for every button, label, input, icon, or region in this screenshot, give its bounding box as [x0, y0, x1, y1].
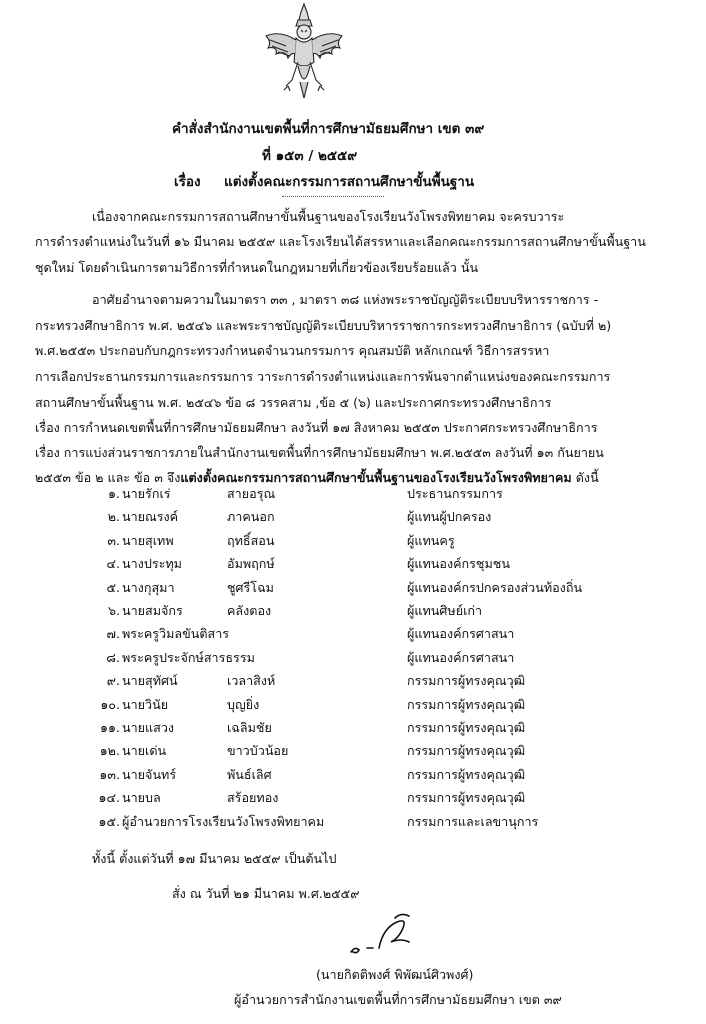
member-role: กรรมการผู้ทรงคุณวุฒิ	[407, 790, 526, 806]
para2-line-6: เรื่อง การกำหนดเขตพื้นที่การศึกษามัธยมศึกษา ลงวันที่ ๑๗ สิงหาคม ๒๕๕๓ ประกาศกระทรวงศึกษาธิการ	[35, 420, 598, 435]
member-last-name: คลังตอง	[227, 603, 272, 618]
member-number: ๓.	[107, 532, 120, 548]
member-role: ผู้แทนองค์กรชุมชน	[407, 556, 510, 572]
member-row	[0, 507, 706, 529]
member-row	[0, 765, 706, 787]
member-first-name: นายวินัย	[122, 696, 169, 712]
member-row	[0, 812, 706, 834]
member-number: ๙.	[106, 673, 120, 689]
member-first-name: นายสุเทพ	[122, 532, 174, 548]
member-role: ผู้แทนองค์กรศาสนา	[407, 649, 515, 665]
member-number: ๑๑.	[100, 720, 120, 735]
para2-last-post: ดังนี้	[571, 470, 599, 485]
para2-line-2: กระทรวงศึกษาธิการ พ.ศ. ๒๕๔๖ และพระราชบัญญัติระเบียบบริหารราชการกระทรวงศึกษาธิการ (ฉบับที่ ๒)	[35, 318, 612, 333]
member-row	[0, 484, 706, 506]
subject-text: แต่งตั้งคณะกรรมการสถานศึกษาขั้นพื้นฐาน	[224, 174, 475, 190]
member-number: ๑๕.	[98, 813, 120, 829]
member-first-name: นายแสวง	[122, 720, 175, 735]
member-role: กรรมการผู้ทรงคุณวุฒิ	[407, 743, 526, 759]
garuda-emblem-icon	[258, 2, 350, 102]
member-role: ผู้แทนองค์กรปกครองส่วนท้องถิ่น	[407, 579, 583, 595]
member-last-name: ฤทธิ์สอน	[227, 532, 275, 548]
member-first-name: นางประทุม	[122, 556, 182, 572]
member-last-name: สายอรุณ	[227, 486, 276, 501]
member-last-name: พันธ์เลิศ	[227, 766, 272, 782]
member-role: กรรมการผู้ทรงคุณวุฒิ	[407, 696, 526, 712]
order-date: สั่ง ณ วันที่ ๒๑ มีนาคม พ.ศ.๒๕๕๙	[172, 886, 360, 901]
member-role: ผู้แทนองค์กรศาสนา	[407, 626, 515, 642]
member-last-name: สร้อยทอง	[227, 790, 279, 806]
para2-line-3: พ.ศ.๒๕๕๓ ประกอบกับกฎกระทรวงกำหนดจำนวนกรรมการ คุณสมบัติ หลักเกณฑ์ วิธีการสรรหา	[35, 343, 550, 358]
member-first-name: นางกุสุมา	[122, 579, 175, 595]
member-role: กรรมการและเลขานุการ	[407, 813, 539, 829]
member-last-name: บุญยิ่ง	[227, 696, 260, 712]
member-number: ๑.	[108, 486, 120, 501]
member-first-name: ผู้อำนวยการโรงเรียนวังโพรงพิทยาคม	[122, 813, 325, 829]
header-divider	[282, 196, 384, 197]
para1-line-2: การดำรงตำแหน่งในวันที่ ๑๖ มีนาคม ๒๕๕๙ และโรงเรียนได้สรรหาและเลือกคณะกรรมการสถานศึกษาขั้นพื้นฐาน	[35, 234, 646, 249]
member-row	[0, 601, 706, 623]
member-first-name: พระครูวิมลขันติสาร	[122, 626, 230, 642]
appointment-statement: แต่งตั้งคณะกรรมการสถานศึกษาขั้นพื้นฐานของโรงเรียนวังโพรงพิทยาคม	[180, 470, 572, 485]
para2-line-8	[35, 472, 599, 485]
member-row	[0, 648, 706, 670]
para2-line-5: สถานศึกษาขั้นพื้นฐาน พ.ศ. ๒๕๔๖ ข้อ ๘ วรรคสาม ,ข้อ ๕ (๖) และประกาศกระทรวงศึกษาธิการ	[35, 395, 552, 410]
order-title: คำสั่งสำนักงานเขตพื้นที่การศึกษามัธยมศึกษา เขต ๓๙	[172, 121, 485, 137]
para2-line-7: เรื่อง การแบ่งส่วนราชการภายในสำนักงานเขตพื้นที่การศึกษามัธยมศึกษา พ.ศ.๒๕๕๓ ลงวันที่ ๑๓ กันยายน	[35, 445, 604, 460]
handwritten-signature-icon	[345, 908, 425, 960]
para2-line-4: การเลือกประธานกรรมการและกรรมการ วาระการดำรงตำแหน่งและการพ้นจากตำแหน่งของคณะกรรมการ	[35, 369, 611, 384]
member-row	[0, 671, 706, 693]
member-row	[0, 741, 706, 763]
member-last-name: ภาคนอก	[227, 509, 275, 525]
member-number: ๘.	[106, 649, 120, 665]
para2-last-pre: ๒๕๕๓ ข้อ ๒ และ ข้อ ๓ จึง	[35, 470, 181, 485]
member-first-name: นายรักเร่	[122, 486, 171, 501]
member-row	[0, 718, 706, 740]
member-last-name: เฉลิมชัย	[227, 720, 272, 735]
member-last-name: ขาวบัวน้อย	[227, 743, 289, 759]
member-role: ผู้แทนผู้ปกครอง	[407, 509, 492, 525]
para1-line-1: เนื่องจากคณะกรรมการสถานศึกษาขั้นพื้นฐานของโรงเรียนวังโพรงพิทยาคม จะครบวาระ	[92, 209, 565, 224]
member-number: ๒.	[107, 509, 120, 525]
member-row	[0, 554, 706, 576]
member-number: ๑๐.	[100, 696, 120, 712]
member-row	[0, 624, 706, 646]
order-number: ที่ ๑๕๓ / ๒๕๕๙	[262, 148, 358, 164]
member-row	[0, 695, 706, 717]
member-row	[0, 788, 706, 810]
member-first-name: นายณรงค์	[122, 509, 179, 525]
member-last-name: อัมพฤกษ์	[227, 556, 275, 572]
member-last-name: ชูศรีโฉม	[227, 579, 274, 595]
member-row	[0, 578, 706, 600]
member-number: ๕.	[106, 579, 120, 595]
member-row	[0, 531, 706, 553]
subject-label: เรื่อง	[174, 174, 201, 190]
member-number: ๑๔.	[98, 790, 120, 806]
member-first-name: นายเด่น	[122, 743, 167, 759]
member-number: ๑๓.	[99, 766, 120, 782]
member-number: ๖.	[108, 603, 120, 618]
member-role: กรรมการผู้ทรงคุณวุฒิ	[407, 720, 526, 735]
member-role: ประธานกรรมการ	[407, 486, 503, 501]
signatory-name: (นายกิตติพงศ์ พิพัฒน์ศิวพงศ์)	[316, 967, 474, 982]
member-first-name: นายสมจักร	[122, 603, 183, 618]
member-first-name: นายสุทัศน์	[122, 673, 178, 689]
member-last-name: เวลาสิงห์	[227, 673, 276, 689]
member-role: กรรมการผู้ทรงคุณวุฒิ	[407, 673, 526, 689]
member-role: กรรมการผู้ทรงคุณวุฒิ	[407, 766, 526, 782]
para2-line-1: อาศัยอำนาจตามความในมาตรา ๓๓ , มาตรา ๓๘ แห่งพระราชบัญญัติระเบียบบริหารราชการ -	[92, 292, 599, 307]
para1-line-3: ชุดใหม่ โดยดำเนินการตามวิธีการที่กำหนดในกฎหมายที่เกี่ยวข้องเรียบร้อยแล้ว นั้น	[35, 260, 479, 275]
member-first-name: พระครูประจักษ์สารธรรม	[122, 649, 255, 665]
effective-date: ทั้งนี้ ตั้งแต่วันที่ ๑๗ มีนาคม ๒๕๕๙ เป็นต้นไป	[92, 851, 337, 866]
member-number: ๔.	[106, 556, 120, 572]
member-role: ผู้แทนครู	[407, 532, 455, 548]
signatory-position: ผู้อำนวยการสำนักงานเขตพื้นที่การศึกษามัธยมศึกษา เขต ๓๙	[234, 992, 562, 1007]
member-first-name: นายจันทร์	[122, 766, 177, 782]
member-number: ๑๒.	[99, 743, 120, 759]
member-role: ผู้แทนศิษย์เก่า	[407, 603, 483, 618]
member-number: ๗.	[106, 626, 120, 642]
member-first-name: นายบล	[122, 790, 161, 806]
